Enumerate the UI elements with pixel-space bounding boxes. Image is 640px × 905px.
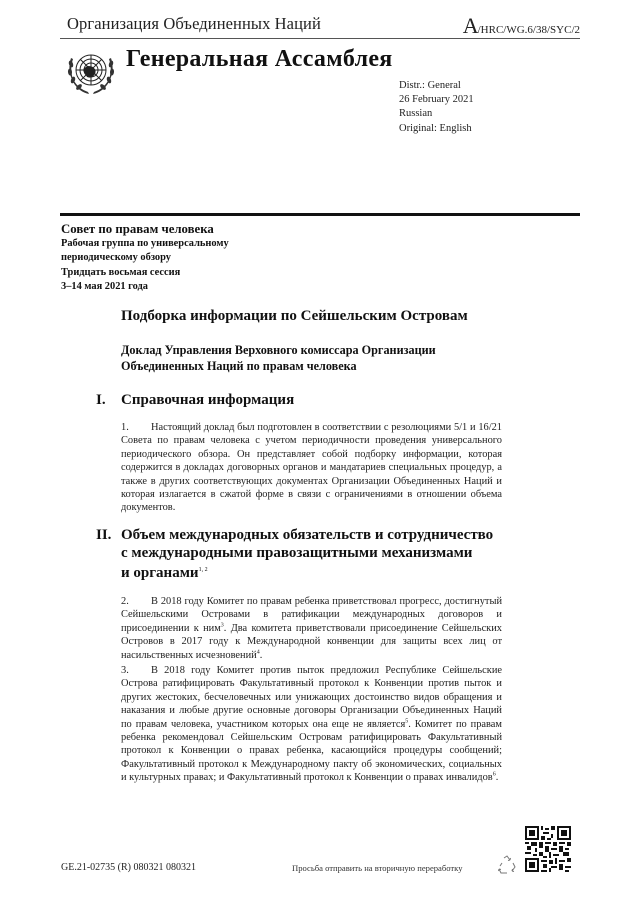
recycle-icon (496, 854, 518, 876)
header-rule (60, 38, 580, 39)
distribution-block (399, 79, 474, 136)
footnote-ref[interactable]: 5 (405, 718, 409, 725)
document-language: Russian (399, 108, 433, 120)
paragraph-1 (121, 421, 502, 515)
paragraph-2 (121, 595, 502, 662)
section-number: II. (96, 527, 112, 543)
footnote-ref[interactable]: 4 (256, 649, 260, 656)
session-name: Тридцать восьмая сессия (61, 266, 181, 278)
un-emblem-icon (63, 44, 119, 100)
footnote-ref[interactable]: 3 (220, 622, 224, 629)
paragraph-text: . Два комитета приветствовали присоединение Сейшельских Островов в 2017 году к Международной конвенции для защиты всех лиц от насильственных исчезновений (121, 622, 502, 661)
job-number: GE.21-02735 (R) 080321 080321 (61, 862, 196, 873)
section-title-line-2: с международными правозащитными механизмами (121, 544, 473, 561)
distribution-type: Distr.: General (399, 80, 461, 91)
section-title-line-3: и органами (121, 565, 199, 581)
paragraph-text: В 2018 году Комитет по правам ребенка приветствовал прогресс, достигнутый Сейшельскими Островами в ратификации международных договоров и присоединении к ним (121, 596, 502, 634)
paragraph-number: 1. (121, 422, 129, 433)
paragraph-3 (121, 664, 502, 785)
symbol-rest: /HRC/WG.6/38/SYC/2 (477, 24, 580, 36)
paragraph-text: . Комитет по правам ребенка рекомендовал Сейшельским Островам ратифицировать Факультативный протокол к Конвенции о правах ребенка, касающийся процедуры сообщений; Факультативный протокол к Международному пакту об экономических, социальных и культурных правах; и Факультативный протокол к Конвенции о правах инвалидов (121, 718, 502, 784)
document-title: Подборка информации по Сейшельским Островам (121, 308, 468, 324)
symbol-prefix: A (462, 13, 478, 38)
document-subtitle (121, 343, 511, 374)
paragraph-text: . (259, 649, 263, 661)
subtitle-line-1: Доклад Управления Верховного комиссара Организации (121, 343, 436, 357)
section-title: Справочная информация (121, 392, 295, 408)
paragraph-text: . (495, 772, 499, 784)
heading-rule (60, 213, 580, 216)
document-date: 26 February 2021 (399, 94, 474, 106)
meeting-info (61, 222, 229, 295)
document-symbol (463, 13, 580, 39)
original-language: Original: English (399, 122, 472, 134)
council-name: Совет по правам человека (61, 222, 214, 236)
session-dates: 3–14 мая 2021 года (61, 281, 148, 293)
section-title-line-1: Объем международных обязательств и сотрудничество (121, 527, 494, 543)
working-group-line-1: Рабочая группа по универсальному (61, 237, 229, 249)
qr-code-icon (525, 826, 571, 872)
paragraph-text: В 2018 году Комитет против пыток предложил Республике Сейшельские Острова ратифицировать Факультативный протокол к Конвенции против пыток и других жестоких, бесчеловечных или унижающих достоинство видов обращения и наказания и любые другие основные договоры Организации Объединенных Наций по правам человека, участником которых она еще не является (121, 665, 502, 730)
footnote-ref[interactable]: 6 (492, 771, 496, 778)
section-title (121, 527, 511, 583)
paragraph-number: 2. (121, 596, 129, 607)
organization-name: Организация Объединенных Наций (67, 14, 321, 33)
paragraph-number: 3. (121, 665, 129, 676)
footnote-ref[interactable]: 1, 2 (198, 567, 208, 573)
body-name: Генеральная Ассамблея (126, 46, 393, 72)
working-group-line-2: периодическому обзору (61, 252, 171, 264)
paragraph-text: Настоящий доклад был подготовлен в соответствии с резолюциями 5/1 и 16/21 Совета по правам человека с учетом периодичности проведения универсального периодического обзора. Он представляет собой подборку информации, которая содержится в докладах договорных органов и мандатариев специальных процедур, а также в других соответствующих документах Организации Объединенных Наций и которая излагается в сжатой форме в связи с ограничениями в отношении объема документов. (121, 422, 502, 514)
recycle-notice: Просьба отправить на вторичную переработку (292, 863, 463, 873)
section-number: I. (96, 392, 106, 408)
subtitle-line-2: Объединенных Наций по правам человека (121, 358, 357, 373)
